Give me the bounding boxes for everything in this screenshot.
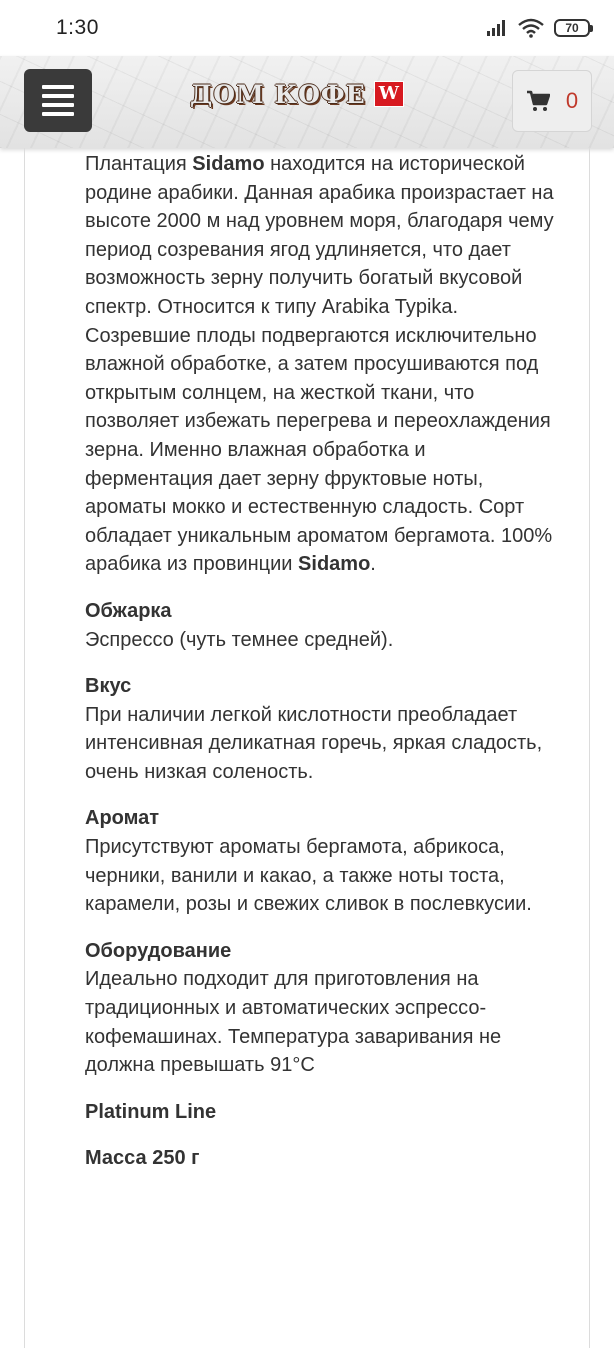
equipment-title: Оборудование: [85, 939, 232, 962]
hamburger-icon: [42, 85, 74, 89]
equipment-section: [85, 937, 555, 1080]
site-header: [0, 56, 614, 148]
aroma-section: [85, 804, 555, 918]
weight-section: [85, 1144, 555, 1173]
roast-section: [85, 597, 555, 654]
weight-title: Масса 250 г: [85, 1147, 200, 1170]
logo-badge: W: [374, 81, 404, 107]
line-section: [85, 1098, 555, 1127]
description-paragraph: Плантация Sidamo находится на исторической родине арабики. Данная арабика произрастает на высоте 2000 м над уровнем моря, благодаря чему период созревания ягод удлиняется, что дает возможность зерну получить богатый вкусовой спектр. Относится к типу Arabika Typika. Созревшие плоды подвергаются исключительно влажной обработке, а затем просушиваются под открытым солнцем, на жесткой ткани, что позволяет избежать перегрева и переохлаждения зерна. Именно влажная обработка и ферментация дает зерну фруктовые ноты, ароматы мокко и естественную сладость. Сорт обладает уникальным ароматом бергамота. 100% арабика из провинции Sidamo.: [85, 153, 554, 576]
status-bar: [0, 0, 614, 56]
aroma-title: Аромат: [85, 807, 160, 830]
battery-indicator: 70: [554, 19, 590, 37]
taste-section: [85, 672, 555, 786]
product-description: [85, 150, 555, 1173]
taste-text: При наличии легкой кислотности преобладает интенсивная деликатная горечь, яркая сладость, очень низкая соленость.: [85, 703, 543, 783]
site-logo[interactable]: [190, 76, 404, 112]
roast-text: Эспрессо (чуть темнее средней).: [85, 628, 394, 651]
wifi-icon: [518, 18, 544, 38]
status-time: 1:30: [56, 16, 99, 39]
region-name: Sidamo: [298, 553, 371, 576]
line-title: Platinum Line: [85, 1100, 217, 1123]
signal-icon: [486, 19, 508, 37]
equipment-text: Идеально подходит для приготовления на традиционных и автоматических эспрессо-кофемашинах. Температура заваривания не должна превышать 91°C: [85, 968, 502, 1077]
taste-title: Вкус: [85, 675, 132, 698]
menu-button[interactable]: [24, 69, 92, 132]
cart-icon: [526, 90, 550, 112]
region-name: Sidamo: [192, 153, 265, 175]
logo-text: ДОМ КОФЕ: [190, 79, 366, 109]
cart-count: 0: [565, 88, 579, 113]
status-icons: [486, 18, 590, 38]
cart-button[interactable]: [512, 70, 592, 132]
roast-title: Обжарка: [85, 599, 172, 622]
aroma-text: Присутствуют ароматы бергамота, абрикоса, черники, ванили и какао, а также ноты тоста, карамели, розы и свежих сливок в послевкусии.: [85, 836, 532, 916]
